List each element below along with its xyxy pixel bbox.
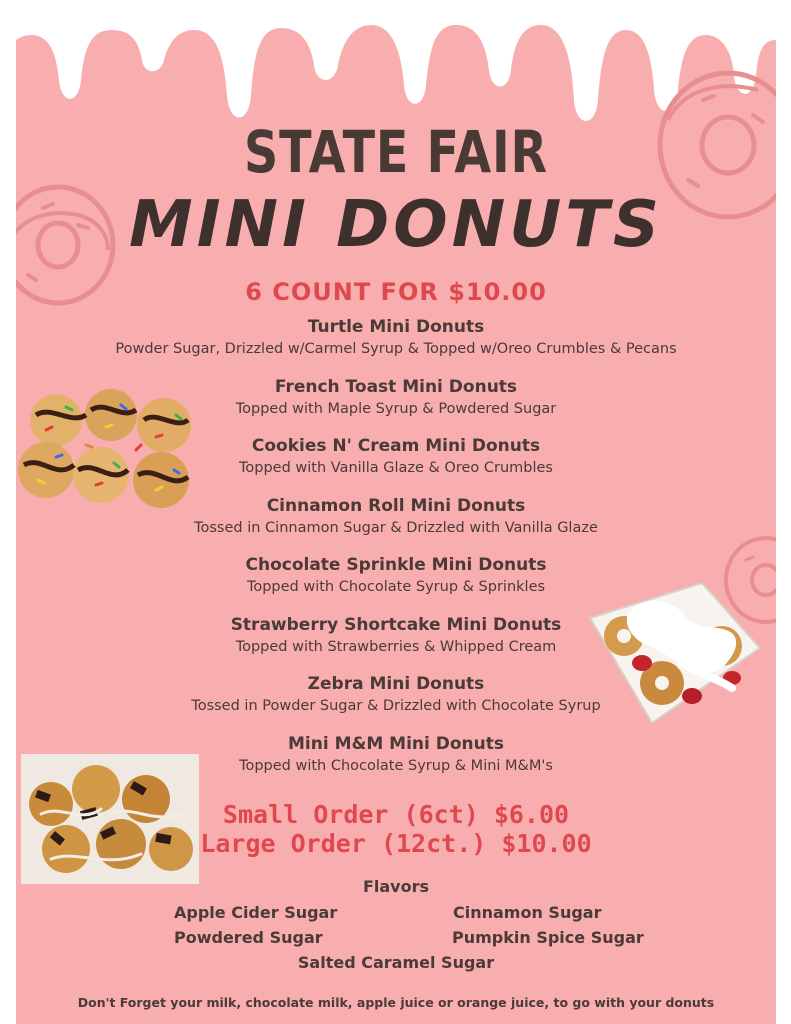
sprinkle-donuts-photo [16,385,206,515]
menu-item-name: Strawberry Shortcake Mini Donuts [230,614,562,635]
flavor-item: Powdered Sugar [174,928,323,947]
menu-item-desc: Tossed in Cinnamon Sugar & Drizzled with Vanilla Glaze [194,519,598,536]
menu-item-name: Cookies N' Cream Mini Donuts [251,436,541,456]
small-order-price: Small Order (6ct) $6.00 [222,800,570,829]
menu-item-desc: Topped with Maple Syrup & Powdered Sugar [235,400,557,417]
strawberry-shortcake-photo [582,578,762,726]
flavors-title: Flavors [362,877,430,896]
title-mini-donuts: MINI DONUTS [129,188,663,262]
menu-item [16,316,776,376]
poster [16,0,776,1024]
menu-item-desc: Powder Sugar, Drizzled w/Carmel Syrup & Topped w/Oreo Crumbles & Pecans [115,341,677,357]
menu-item-name: French Toast Mini Donuts [274,376,518,397]
menu-item-desc: Topped with Chocolate Syrup & Sprinkles [246,579,546,595]
flavor-item: Apple Cider Sugar [174,903,338,922]
menu-item-desc: Tossed in Powder Sugar & Drizzled with Chocolate Syrup [191,698,601,714]
flavor-item: Cinnamon Sugar [453,903,602,922]
menu-item-desc: Topped with Vanilla Glaze & Oreo Crumbles [238,460,553,476]
menu-item-name: Turtle Mini Donuts [307,317,485,337]
count-price: 6 COUNT FOR $10.00 [245,278,547,306]
menu-item-desc: Topped with Chocolate Syrup & Mini M&M's [239,757,553,774]
large-order-price: Large Order (12ct.) $10.00 [200,829,592,858]
title-state-fair: STATE FAIR [244,118,548,186]
menu-item-name: Zebra Mini Donuts [307,674,485,694]
flavor-item: Salted Caramel Sugar [297,953,495,972]
flavor-item: Pumpkin Spice Sugar [452,928,644,947]
menu-item-name: Cinnamon Roll Mini Donuts [266,495,526,516]
menu-item-desc: Topped with Strawberries & Whipped Cream [235,638,557,655]
footer-note: Don't Forget your milk, chocolate milk, apple juice or orange juice, to go with your donuts [77,995,715,1010]
menu-item-name: Mini M&M Mini Donuts [287,733,504,754]
menu-item-name: Chocolate Sprinkle Mini Donuts [245,555,547,575]
